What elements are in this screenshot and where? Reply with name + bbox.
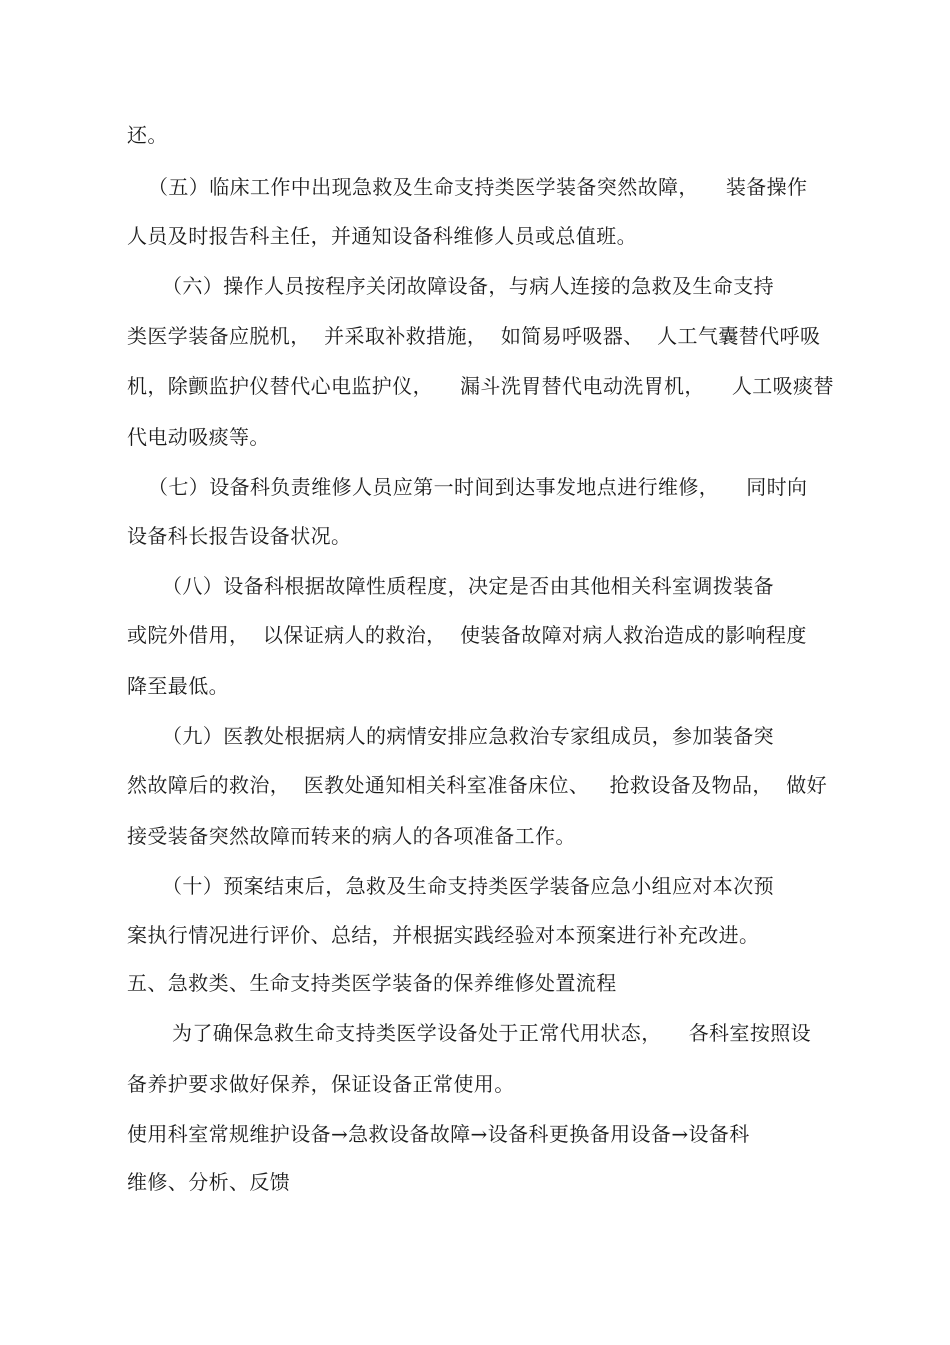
section-heading: 五、急救类、生命支持类医学装备的保养维修处置流程	[127, 971, 617, 995]
text-line: 代电动吸痰等。	[127, 425, 270, 449]
text-line: （六）操作人员按程序关闭故障设备，与病人连接的急救及生命支持	[162, 274, 774, 298]
text-line: 设备科长报告设备状况。	[127, 524, 352, 548]
text-line: 接受装备突然故障而转来的病人的各项准备工作。	[127, 824, 576, 848]
text-line: 为了确保急救生命支持类医学设备处于正常代用状态， 各科室按照设	[172, 1021, 812, 1045]
text-line: 维修、分析、反馈	[127, 1170, 291, 1194]
text-line: 还。	[127, 123, 168, 147]
text-line: 或院外借用， 以保证病人的救治， 使装备故障对病人救治造成的影响程度	[127, 623, 807, 647]
text-line: （七）设备科负责维修人员应第一时间到达事发地点进行维修， 同时向	[148, 475, 808, 499]
text-line: （十）预案结束后，急救及生命支持类医学装备应急小组应对本次预	[162, 874, 774, 898]
text-line: 案执行情况进行评价、总结，并根据实践经验对本预案进行补充改进。	[127, 923, 760, 947]
text-line: 备养护要求做好保养，保证设备正常使用。	[127, 1072, 515, 1096]
text-line: 人员及时报告科主任，并通知设备科维修人员或总值班。	[127, 224, 637, 248]
text-line: 降至最低。	[127, 674, 229, 698]
text-line: 然故障后的救治， 医教处通知相关科室准备床位、 抢救设备及物品， 做好	[127, 773, 828, 797]
text-line: 机，除颤监护仪替代心电监护仪， 漏斗洗胃替代电动洗胃机， 人工吸痰替	[127, 374, 834, 398]
text-line: 使用科室常规维护设备→急救设备故障→设备科更换备用设备→设备科	[127, 1122, 750, 1146]
text-line: （九）医教处根据病人的病情安排应急救治专家组成员，参加装备突	[162, 724, 774, 748]
text-line: （五）临床工作中出现急救及生命支持类医学装备突然故障， 装备操作	[148, 175, 808, 199]
text-line: （八）设备科根据故障性质程度，决定是否由其他相关科室调拨装备	[162, 574, 774, 598]
text-line: 类医学装备应脱机， 并采取补救措施， 如简易呼吸器、 人工气囊替代呼吸	[127, 324, 821, 348]
